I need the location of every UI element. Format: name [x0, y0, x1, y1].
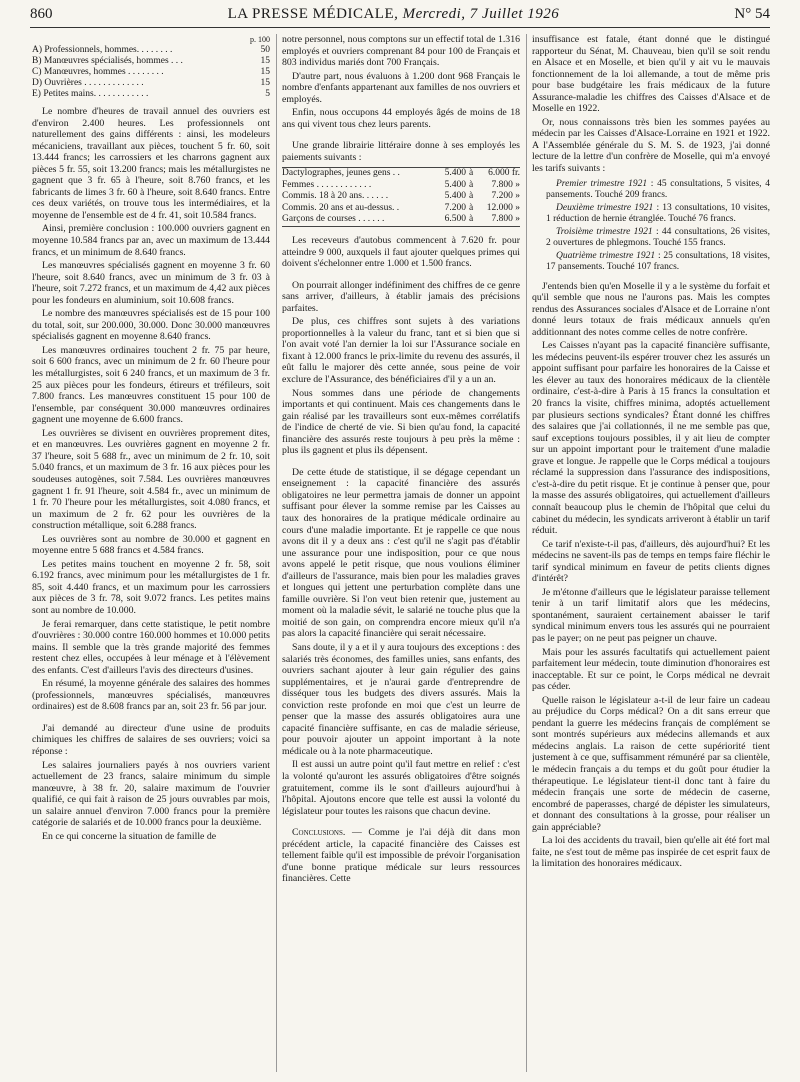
paragraph: Sans doute, il y a et il y aura toujours des exceptions : des salariés très économes, des familles unies, sans enfants, des ouvriers sachant ajouter à leur gain régulier des gains supplémentaires, et je n'aurai garde d'entreprendre de disséquer tous les budgets des divers assurés. Mais la conviction reste profonde en moi que c'est un leurre de penser que la masse des assurés obligatoires aura une capacité financière suffisante, en cas de maladie sérieuse, pour pouvoir ajouter un appoint important à la note médicale ou à la note pharmaceutique. [282, 642, 520, 757]
paragraph: Les petites mains touchent en moyenne 2 fr. 58, soit 6.192 francs, avec minimum pour les métallurgistes de 1 fr. 85, soit 4.440 francs, et un maximum pour les carrossiers aux pièces de 3 fr. 78, soit 9.072 francs. Les petites mains sont au nombre de 10.000. [32, 558, 270, 616]
paragraph: Nous sommes dans une période de changements importants et qui continuent. Mais ces changements dans le gain réalisé par les travailleurs sont eux-mêmes corrélatifs de l'indice de cherté de vie. Si bien qu'au fond, la capacité financière des assurés reste toujours à peu près la même : plus ils gagnent et plus ils dépensent. [282, 387, 520, 457]
percentage-table [32, 34, 270, 100]
paragraph: Les receveurs d'autobus commencent à 7.620 fr. pour atteindre 9 000, auxquels il faut ajouter quelques primes qui doivent s'échelonner entre 1.000 et 1.500 francs. [282, 234, 520, 270]
page-header [30, 6, 770, 26]
paragraph: J'ai demandé au directeur d'une usine de produits chimiques les chiffres de salaires de ses ouvriers; voici sa réponse : [32, 722, 270, 757]
column-separator [526, 34, 527, 1072]
journal-title-line [228, 6, 560, 23]
column-1 [32, 34, 270, 1074]
paragraph: Quelle raison le législateur a-t-il de leur faire un cadeau au préjudice du Corps médical? On a dit sans erreur que pendant la guerre les médecins français de complément se sont montrés supérieurs aux médecins allemands et aux médecins anglais. La raison de cette supériorité tient justement à ce que, suffisamment rémunéré par sa clientèle, le médecin français a du temps et du goût pour étudier la thérapeutique. Le législateur tient-il donc tant à faire du médecin français une sorte de médecin de caserne, encombré de paperasses, chargé de dépister les simulateurs, et donnant des consultations à la grosse, pour réaliser un gain appréciable? [532, 694, 770, 833]
paragraph: notre personnel, nous comptons sur un effectif total de 1.316 employés et ouvriers comprenant 84 pour 100 de Français et 803 individus mariés dont 700 Français. [282, 34, 520, 69]
column-2 [282, 34, 520, 1074]
conclusions-text: — Comme je l'ai déjà dit dans mon précédent article, la capacité financière des Caisses est tellement faible qu'il est impossible de prévoir l'organisation d'une bonne pratique médicale sur leurs ressources financières. Cette [282, 827, 520, 885]
paragraph: De plus, ces chiffres sont sujets à des variations proportionnelles à la valeur du franc, tant et si bien que si l'on avait voté l'an dernier la loi sur l'Assurance sociale en fixant à 12.000 francs le prix-limite du revenu des assurés, il eût fallu le majorer dès cette année, sous peine de voir exclure de l'Assurance, des bénéficiaires d'il y a un an. [282, 316, 520, 385]
paragraph: Enfin, nous occupons 44 employés âgés de moins de 18 ans qui vivent tous chez leurs parents. [282, 107, 520, 130]
header-rule [30, 27, 770, 28]
table-row: A) Professionnels, hommes. . . . . . . . 50 [32, 45, 270, 55]
conclusions-paragraph [282, 827, 520, 885]
paragraph: Ce tarif n'existe-t-il pas, d'ailleurs, dès aujourd'hui? Et les médecins ne savent-ils pas de temps en temps faire fléchir le tarif syndical minimum en faveur de petits clients dignes d'intérêt? [532, 538, 770, 585]
table-row: E) Petites mains. . . . . . . . . . . . 5 [32, 89, 270, 99]
journal-name: LA PRESSE MÉDICALE [227, 6, 395, 22]
paragraph: Ainsi, première conclusion : 100.000 ouvriers gagnent en moyenne 10.584 francs par an, avec un maximum de 13.444 francs, et un minimum de 8.640 francs. [32, 223, 270, 258]
table-row: Dactylographes, jeunes gens . . 5.400 à 6.000 fr. [282, 168, 520, 179]
column-3 [532, 34, 770, 1074]
paragraph: Les manœuvres ordinaires touchent 2 fr. 75 par heure, soit 6 600 francs, avec un minimum de 2 fr. 60 l'heure pour les métallurgistes, soit 6 240 francs, et un maximum de 3 fr. 25 aux pièces pour les fondeurs, étireurs et tréfileurs, soit 7.800 francs. Les manœuvres constituent 15 pour 100 de l'ensemble, par conséquent 30.000 manœuvres ordinaires gagnent une moyenne de 6.600 francs. [32, 344, 270, 426]
paragraph: Les ouvrières se divisent en ouvrières proprement dites, et en manœuvres. Les ouvrières gagnent en moyenne 2 fr. 37 l'heure, soit 5 688 fr., avec un minimum de 2 fr. 10, soit 5.040 francs, et un maximum de 3 fr. 16 aux pièces pour les soudeuses autogènes, soit 7.584. Les ouvrières manœuvres gagnent 1 fr. 91 l'heure, soit 4.584 fr., avec un minimum de 1 fr. 70 l'heure pour les métallurgistes, soit 4.080 francs, et un maximum de 2 fr. 62 pour les ouvrières de la construction métallique, soit 6.288 francs. [32, 427, 270, 532]
paragraph: insuffisance est fatale, étant donné que le distingué rapporteur du Sénat, M. Chauveau, bien qu'il se soit rendu en Alsace et en Moselle, et bien qu'il y ait vu le mauvais fonctionnement de la loi allemande, a tout de même pris pour base budgétaire les frais médicaux de la future Assurance-maladie les chiffres des Caisses d'Alsace et de Moselle en 1922. [532, 34, 770, 115]
percentage-table-header: p. 100 [250, 35, 270, 44]
paragraph: D'autre part, nous évaluons à 1.200 dont 968 Français le nombre d'enfants appartenant aux familles de nos ouvriers et employés. [282, 70, 520, 105]
table-row: C) Manœuvres, hommes . . . . . . . . 15 [32, 67, 270, 77]
paragraph: Le nombre des manœuvres spécialisés est de 15 pour 100 du total, soit, sur 200.000, 30.000. Donc 30.000 manœuvres spécialisés gagnent en moyenne 8.640 francs. [32, 308, 270, 343]
list-item: Quatrième trimestre 1921 : 25 consultations, 18 visites, 17 pansements. Touché 107 francs. [546, 250, 770, 272]
column-separator [276, 34, 277, 1072]
paragraph: En ce qui concerne la situation de famille de [42, 830, 217, 842]
table-row: Commis. 18 à 20 ans. . . . . . 5.400 à 7.200 » [282, 191, 520, 202]
paragraph: Les manœuvres spécialisés gagnent en moyenne 3 fr. 60 l'heure, soit 8.640 francs, avec un minimum de 3 fr. 03 à l'heure, soit 7.272 francs, et un maximum de 4,42 aux pièces pour les fondeurs en aluminium, soit 10.608 francs. [32, 260, 270, 306]
issue-date: , Mercredi, 7 Juillet 1926 [394, 6, 560, 22]
list-item: Premier trimestre 1921 : 45 consultations, 5 visites, 4 pansements. Touché 209 francs. [546, 178, 770, 200]
paragraph: Je m'étonne d'ailleurs que le législateur paraisse tellement tenir à un tarif limitatif alors que les médecins, spontanément, sauraient certainement abaisser le tarif syndical minimum envers tous les assurés qui ne pourraient pas le payer; on ne peut pas peigner un chauve. [532, 586, 770, 644]
paragraph: Le nombre d'heures de travail annuel des ouvriers est d'environ 2.400 heures. Les professionnels ont naturellement des gains différents : ainsi, les modeleurs mécaniciens, travaillant aux pièces, touchent 5 fr. 60, soit 13.444 francs; les carrossiers et les charrons gagnent aux pièces 5 fr. 55, soit 13.200 francs; mais les métallurgistes ne gagnent que 3 fr. 65 à l'heure, soit 8.760 francs, et les fabricants de limes 3 fr. 60 à l'heure, soit 8.640 francs. Entre ces deux variétés, on trouve tous les intermédiaires, et la moyenne de l'ensemble est de 4 fr. 41, soit 10.584 francs. [32, 106, 270, 221]
paragraph: Mais pour les assurés facultatifs qui actuellement paient parfaitement leur médecin, toute diminution d'honoraires est inacceptable. Et sur ce point, le Corps médical ne devrait pas céder. [532, 646, 770, 693]
paragraph: Une grande librairie littéraire donne à ses employés les paiements suivants : [282, 140, 520, 163]
issue-number: N° 54 [734, 6, 770, 22]
paragraph: On pourrait allonger indéfiniment des chiffres de ce genre sans arriver, d'ailleurs, à établir jamais des précisions parfaites. [282, 279, 520, 314]
table-row: Femmes . . . . . . . . . . . . 5.400 à 7.800 » [282, 179, 520, 190]
visit-list [532, 179, 770, 273]
paragraph: De cette étude de statistique, il se dégage cependant un enseignement : la capacité financière des assurés obligatoires ne leur permettra jamais de donner un appoint suffisant pour élever la somme remise par les Caisses au taux des honoraires de la pratique médicale ordinaire au cours d'une maladie importante. Et je rappelle ce que nous avons dit il y a deux ans : c'est qu'il ne s'agit pas d'établir une assurance pour une indisposition, pour ce que nous avons appelé le petit risque, que nous voulions éliminer d'ailleurs de l'assurance, mais bien pour les maladies graves et longues qui jettent une perturbation complète dans une famille ouvrière. Si l'on veut bien retenir que, justement au moment où la maladie sévit, le salarié ne touche plus que la moitié de son gain, on comprendra encore mieux qu'il n'a pas alors la capacité financière qui serait nécessaire. [282, 466, 520, 640]
paragraph: Les Caisses n'ayant pas la capacité financière suffisante, les médecins peuvent-ils espérer trouver chez les assurés un appoint suffisant pour parfaire les honoraires de la Caisse et les élever au taux des honoraires médicaux de la clientèle ordinaire, c'est-à-dire à Paris à 15 francs la consultation et 20 francs la visite, chiffres minima, adoptés actuellement par plusieurs sections syndicales? Étant donné les chiffres des salaires que j'ai collationnés, il ne me semble pas que, sauf exceptions toujours possibles, il y ait lieu de compter sur un appoint important pour le traitement d'une maladie grave et longue. Je rappelle que le Corps médical a toujours réclamé la suppression dans l'assurance des indispositions, c'est-à-dire du petit risque. Et je continue à penser que, pour la masse des assurés obligatoires, qui actuellement d'ailleurs connaît beaucoup plus le chemin de l'hôpital que celui du cabinet du médecin, les syndicats arriveront à établir un tarif réduit. [532, 340, 770, 537]
table-row: Commis. 20 ans et au-dessus. . 7.200 à 12.000 » [282, 202, 520, 213]
paragraph: En résumé, la moyenne générale des salaires des hommes (professionnels, manœuvres spécialisés, manœuvres ordinaires) est de 8.608 francs par an, soit 23 fr. 56 par jour. [32, 678, 270, 713]
conclusions-label: Conclusions. [292, 827, 346, 839]
paragraph: J'entends bien qu'en Moselle il y a le système du forfait et qu'il semble que nous ne l'aurons pas. Mais les comptes rendus des Assurances sociales d'Alsace et de Lorraine n'ont donné leurs totaux de frais médicaux annuels qu'en additionnant des notes comme celles de notre confrère. [532, 280, 770, 338]
paragraph: La loi des accidents du travail, bien qu'elle ait été fort mal faite, ne s'est tout de même pas inspirée de cet esprit faux de la limitation des honoraires médicaux. [532, 835, 770, 870]
list-item: Troisième trimestre 1921 : 44 consultations, 26 visites, 2 ouvertures de phlegmons. Touché 155 francs. [546, 226, 770, 248]
list-item: Deuxième trimestre 1921 : 13 consultations, 10 visites, 1 réduction de hernie étranglée. Touché 76 francs. [546, 202, 770, 224]
paragraph: Je ferai remarquer, dans cette statistique, le petit nombre d'ouvrières : 30.000 contre 160.000 hommes et 10.000 petits mains. Il semble que la très grande majorité des femmes restent chez elles, occupées à leur ménage et à l'élèvement des enfants. C'est d'ailleurs l'avis des directeurs d'usines. [32, 618, 270, 676]
paragraph: Or, nous connaissons très bien les sommes payées au médecin par les Caisses d'Alsace-Lorraine en 1921 et 1922. A l'Assemblée générale du S. M. S. de 1923, j'ai donné lecture de la lettre d'un confrère de Moselle, qui m'a envoyé les tarifs suivants : [532, 116, 770, 175]
table-row: D) Ouvrières . . . . . . . . . . . . . 15 [32, 78, 270, 88]
salary-table [282, 167, 520, 227]
paragraph: Les salaires journaliers payés à nos ouvriers varient actuellement de 23 francs, salaire minimum du simple manœuvre, à 38 fr. 20, salaire maximum de l'ouvrier qualifié, ce qui fait à raison de 25 jours ouvrables par mois, un salaire annuel d'environ 7.000 francs pour la première catégorie de salariés et de 10.000 francs pour la deuxième. [32, 759, 270, 829]
table-row: B) Manœuvres spécialisés, hommes . . . 15 [32, 56, 270, 66]
paragraph: Il est aussi un autre point qu'il faut mettre en relief : c'est la volonté qu'auront les assurés obligatoires d'être soignés gratuitement, comme ils le sont d'ailleurs aujourd'hui à l'hôpital. Ajoutons encore que telle est aussi la volonté du législateur pour toutes les raisons que chacun devine. [282, 759, 520, 817]
table-row: Garçons de courses . . . . . . 6.500 à 7.800 » [282, 214, 520, 225]
paragraph: Les ouvrières sont au nombre de 30.000 et gagnent en moyenne entre 5 688 francs et 4.584 francs. [32, 533, 270, 557]
page-number: 860 [30, 6, 53, 22]
